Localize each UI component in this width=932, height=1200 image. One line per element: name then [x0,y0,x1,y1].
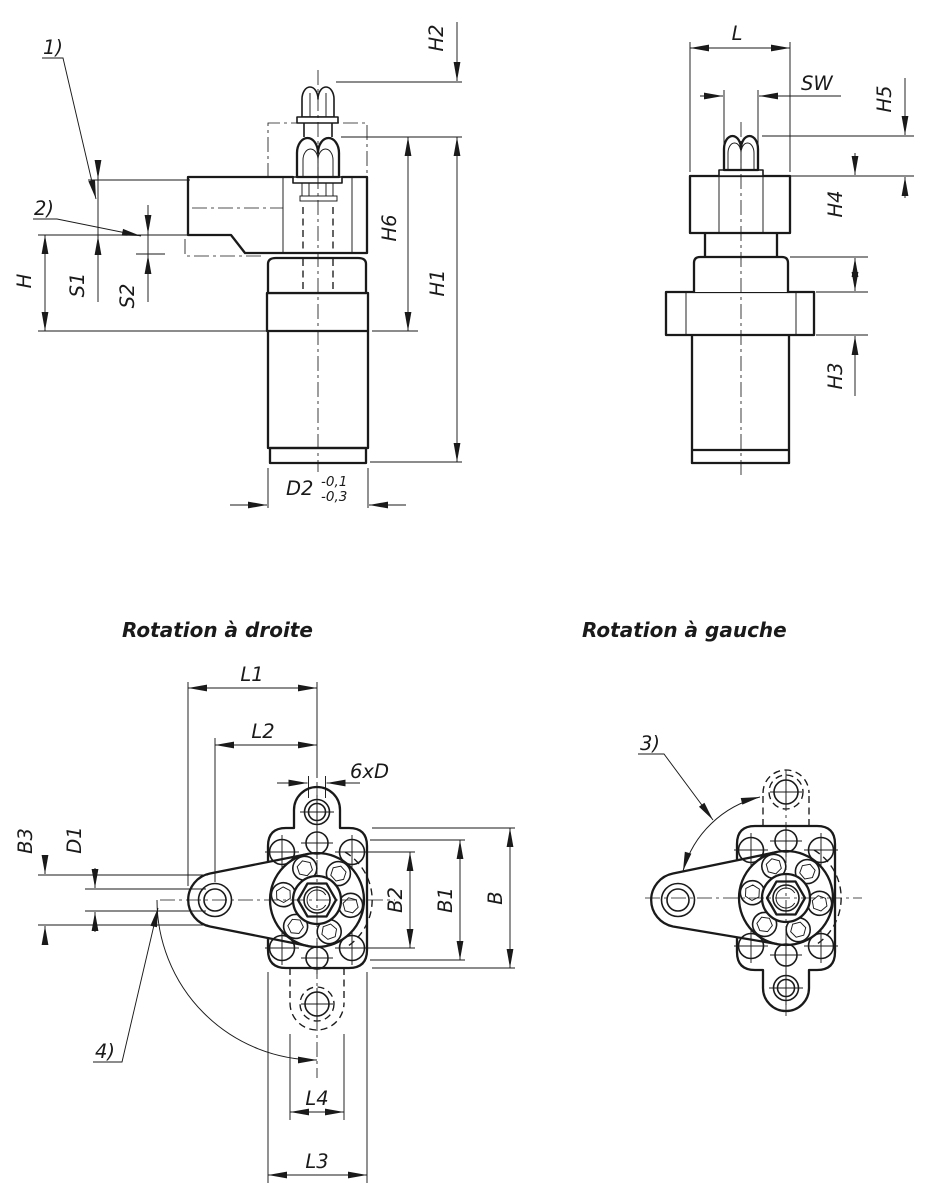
raised-stud-nut [297,87,338,137]
top-view-left-rotation [638,732,862,1016]
side-view [13,22,462,508]
front-view [666,22,914,476]
callout-1-leader [42,58,96,199]
front-body [666,136,814,463]
dim-label-h5: H5 [873,85,896,113]
dim-label-b3: B3 [14,828,37,854]
dim-label-l4: L4 [305,1087,329,1110]
dim-label-b1: B1 [434,887,457,913]
dim-label-l: L [731,22,743,45]
dim-label-d1: D1 [63,826,86,854]
dim-label-b2: B2 [384,887,407,913]
top-view-right-rotation [14,663,515,1183]
dim-label-sw: SW [801,72,833,95]
callout-4-leader [93,908,158,1062]
dim-label-s1: S1 [66,272,89,298]
d2-tolerance-lower: -0,3 [321,489,348,505]
callout-2-leader [33,219,141,236]
d2-tolerance-upper: -0,1 [321,474,348,490]
dim-label-d2: D2 [286,477,314,500]
callout-1-label: 1) [43,36,64,59]
dim-label-b: B [484,891,507,905]
dim-label-s2: S2 [116,283,139,309]
dim-label-h3: H3 [824,362,847,390]
dim-label-h: H [13,273,36,289]
rotation-right-title: Rotation à droite [122,618,313,642]
dim-label-h4: H4 [824,190,847,218]
dim-label-l1: L1 [240,663,264,686]
dim-label-l3: L3 [305,1150,329,1173]
dim-label-l2: L2 [251,720,275,743]
callout-4-label: 4) [95,1040,116,1063]
dim-label-h2: H2 [425,24,448,52]
side-view-dimensions [13,22,462,508]
dim-label-h6: H6 [378,214,401,242]
cylinder-body [267,258,368,463]
dim-label-h1: H1 [426,269,449,297]
arm-end-hole [667,889,689,911]
callout-3-leader [638,754,713,820]
callout-2-label: 2) [34,197,55,220]
dim-label-6xd: 6xD [350,760,389,783]
callout-3-label: 3) [640,732,661,755]
rotation-left-title: Rotation à gauche [582,618,787,642]
